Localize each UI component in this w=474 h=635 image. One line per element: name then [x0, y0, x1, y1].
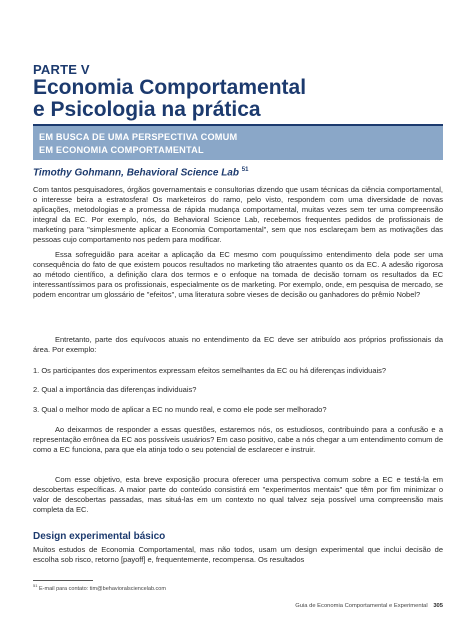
section-heading: Design experimental básico: [33, 531, 166, 542]
footnote: [33, 583, 166, 592]
page-title: [33, 77, 453, 121]
page-footer: [295, 603, 443, 609]
author-name: Timothy Gohmann, Behavioral Science Lab: [33, 167, 239, 179]
running-title: Guia de Economia Comportamental e Experimental: [295, 603, 428, 609]
paragraph-4: Ao deixarmos de responder a essas questões, estaremos nós, os estudiosos, contribuindo para a confusão e a representação errônea da EC aos possíveis usuários? Em caso positivo, cabe a nós chegar a um entendimento comum de como a EC funciona, para que ela atinja todo o seu potencial de esclarecer e instruir.: [33, 425, 443, 454]
footnote-text: E-mail para contato: tim@behavioralsciencelab.com: [38, 585, 166, 592]
author-footnote-ref: 51: [241, 167, 249, 173]
author-byline: [33, 167, 248, 178]
banner-line-1: EM BUSCA DE UMA PERSPECTIVA COMUM: [39, 132, 238, 142]
paragraph-5: Com esse objetivo, esta breve exposição procura oferecer uma perspectiva comum sobre a EC e testá-la em descobertas específicas. A maior parte do conteúdo consistirá em "experimentos mentais" que têm por fim minimizar o valor de descobertas passadas, mas situá-las em um contexto no qual talvez seja possível uma compreensão mais completa da EC.: [33, 475, 443, 514]
footnote-number: 51: [33, 583, 38, 588]
title-line-1: Economia Comportamental: [33, 76, 307, 99]
section-paragraph: Muitos estudos de Economia Comportamental, mas não todos, usam um design experimental que inclui decisão de escolha sob risco, retorno [payoff] e, frequentemente, recompensa. Os resultados: [33, 545, 443, 564]
banner-line-2: EM ECONOMIA COMPORTAMENTAL: [39, 145, 204, 155]
paragraph-2: Essa sofreguidão para aceitar a aplicação da EC mesmo com pouquíssimo entendimento dela pode ser uma consequência do fato de que existem poucos resultados no marketing tão atraentes quanto os da EC. A adesão rigorosa ao método científico, a definição clara dos termos e o enfoque na tomada de decisão tornam os resultados da EC interessantíssimos para os profissionais, especialmente os de marketing. Por exemplo, onde, em pesquisa de mercado, se podem encontrar um glossário de "efeitos", uma literatura sobre vieses de decisão ou ganhadores do prêmio Nobel?: [33, 250, 443, 299]
footnote-divider: [33, 580, 93, 581]
part-label: PARTE V: [33, 62, 90, 77]
paragraph-1: Com tantos pesquisadores, órgãos governamentais e consultorias dizendo que usam técnicas da ciência comportamental, o interesse beira a estratosfera! Os marketeiros do ramo, pelo visto, respondem com uma diversidade de novas aplicações, metodologias e a promessa de rápida mudança comportamental, muitas vezes sem ter uma compreensão integral da EC. Por exemplo, nós, do Behavioral Science Lab, recebemos frequentes pedidos de profissionais de marketing para "simplesmente aplicar a Economia Comportamental", sem que nos esclareçam bem as motivações das pessoas cujo comportamento nos pedem para modificar.: [33, 185, 443, 244]
title-line-2: e Psicologia na prática: [33, 98, 261, 121]
paragraph-3: Entretanto, parte dos equívocos atuais no entendimento da EC deve ser atribuído aos próprios profissionais da área. Por exemplo:: [33, 335, 443, 354]
question-1: 1. Os participantes dos experimentos expressam efeitos semelhantes da EC ou há diferenças individuais?: [33, 366, 387, 375]
chapter-banner: [33, 124, 443, 160]
question-3: 3. Qual o melhor modo de aplicar a EC no mundo real, e como ele pode ser melhorado?: [33, 405, 327, 414]
question-2: 2. Qual a importância das diferenças individuais?: [33, 385, 197, 394]
page-number: 305: [433, 603, 443, 609]
